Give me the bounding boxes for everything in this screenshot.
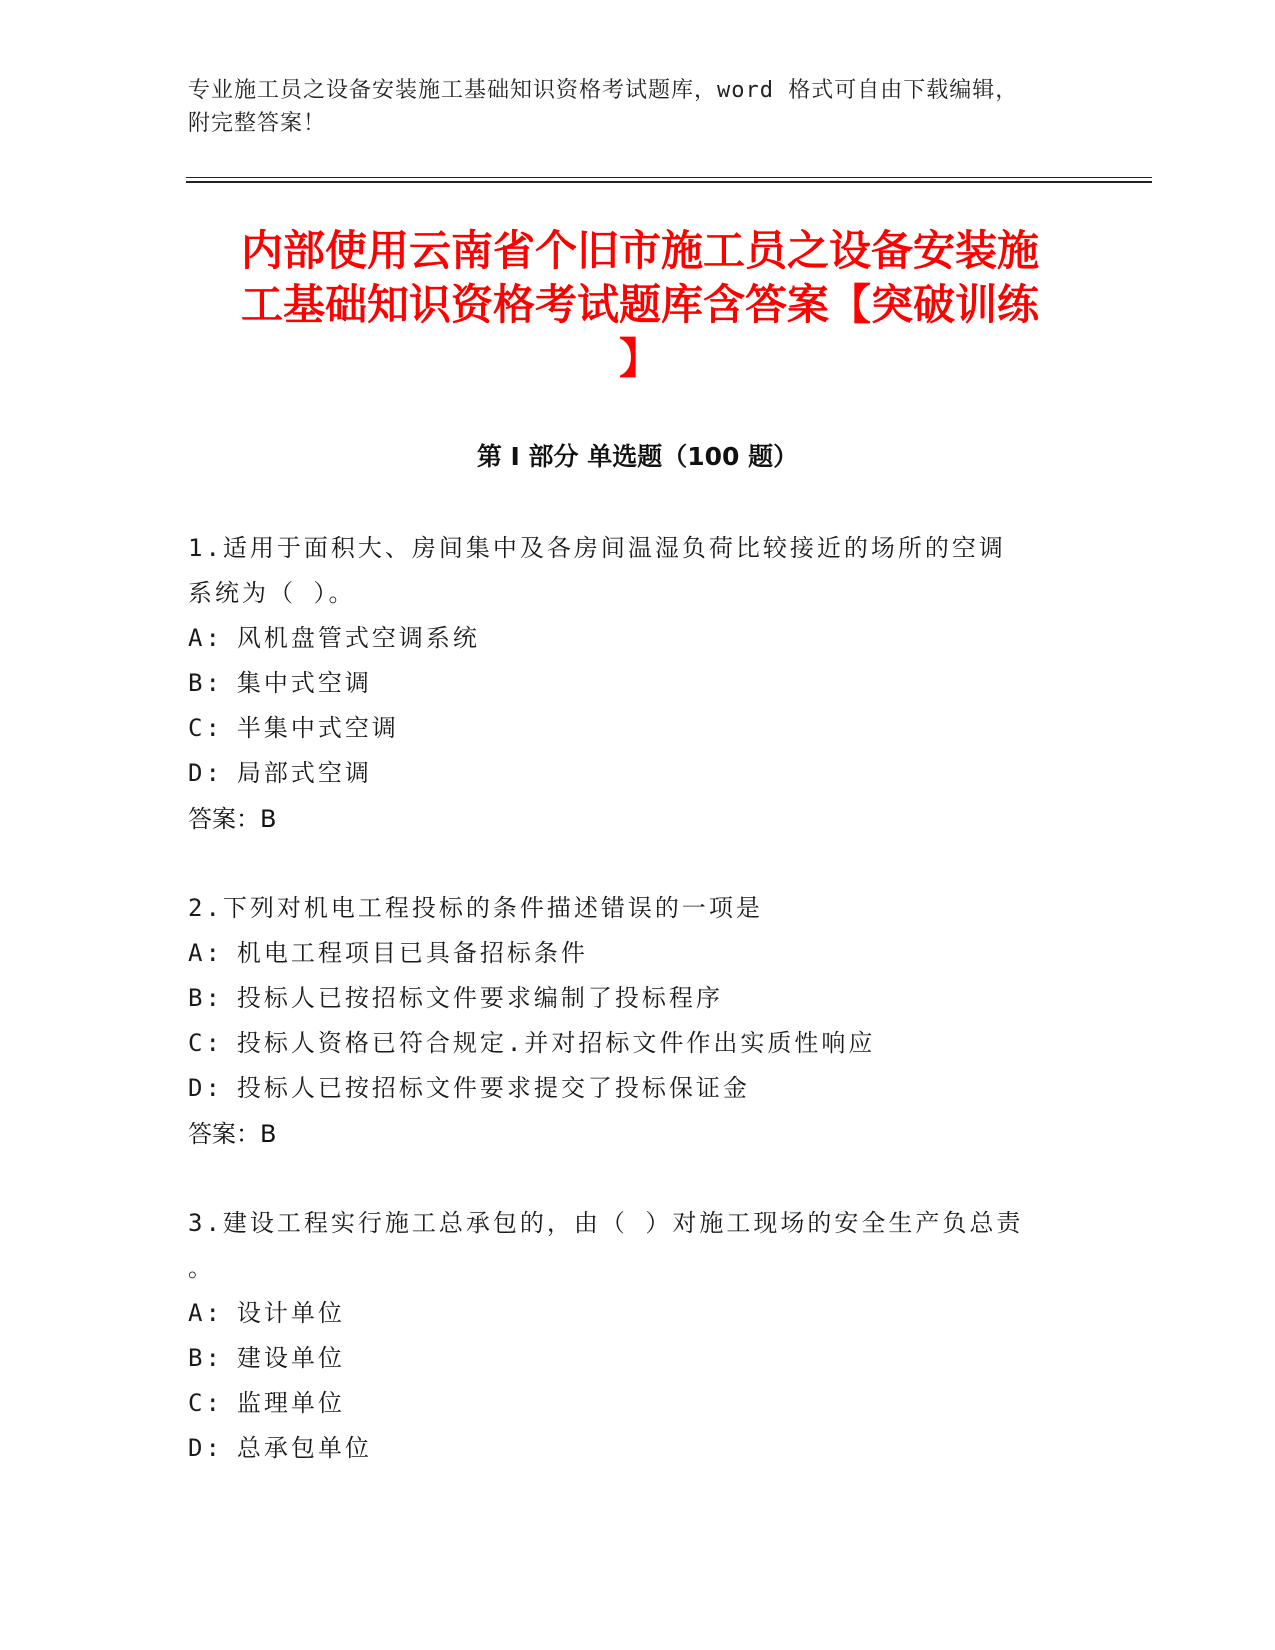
option-b: [188, 661, 1078, 706]
section-heading: 第 I 部分 单选题（100 题）: [476, 442, 799, 471]
option-letter: A:: [188, 1299, 223, 1327]
title-line: 工基础知识资格考试题库含答案【突破训练: [240, 280, 1039, 329]
question-stem: 系统为（ ）。: [188, 579, 356, 607]
option-text: 投标人已按招标文件要求编制了投标程序: [236, 984, 723, 1012]
question-3: [188, 1201, 1078, 1471]
option-text: 机电工程项目已具备招标条件: [236, 939, 588, 967]
option-letter: C:: [188, 1389, 223, 1417]
option-letter: D:: [188, 1074, 223, 1102]
option-text: 局部式空调: [236, 759, 372, 787]
question-stem: 1.适用于面积大、房间集中及各房间温湿负荷比较接近的场所的空调: [188, 534, 1006, 562]
question-2: [188, 886, 1078, 1157]
question-stem: 。: [188, 1254, 215, 1282]
question-list: [188, 526, 1078, 1515]
question-stem: 3.建设工程实行施工总承包的，由（ ）对施工现场的安全生产负总责: [188, 1209, 1024, 1237]
header-note-line: 附完整答案！: [188, 111, 327, 136]
option-text: 总承包单位: [236, 1434, 372, 1462]
answer-label: 答案：B: [188, 1120, 277, 1148]
title-line: 内部使用云南省个旧市施工员之设备安装施: [240, 226, 1039, 275]
option-a: [188, 616, 1078, 661]
question-stem: 2.下列对机电工程投标的条件描述错误的一项是: [188, 894, 763, 922]
option-letter: C:: [188, 1029, 223, 1057]
answer-label: 答案：B: [188, 805, 277, 833]
option-text: 建设单位: [236, 1344, 345, 1372]
option-letter: C:: [188, 714, 223, 742]
option-letter: D:: [188, 1434, 223, 1462]
option-c: [188, 1381, 1078, 1426]
option-text: 监理单位: [236, 1389, 345, 1417]
option-letter: B:: [188, 1344, 223, 1372]
document-title: [190, 224, 1090, 386]
option-a: [188, 931, 1078, 976]
option-text: 投标人资格已符合规定.并对招标文件作出实质性响应: [236, 1029, 876, 1057]
option-d: [188, 1426, 1078, 1471]
header-note: [188, 74, 1088, 140]
header-divider-thick: [186, 181, 1152, 183]
title-line: 】: [618, 334, 661, 383]
option-d: [188, 1066, 1078, 1111]
option-d: [188, 751, 1078, 796]
option-text: 风机盘管式空调系统: [236, 624, 480, 652]
option-text: 半集中式空调: [236, 714, 399, 742]
option-letter: B:: [188, 669, 223, 697]
option-letter: D:: [188, 759, 223, 787]
option-text: 设计单位: [236, 1299, 345, 1327]
option-a: [188, 1291, 1078, 1336]
option-b: [188, 1336, 1078, 1381]
header-divider: [186, 177, 1152, 178]
option-letter: A:: [188, 939, 223, 967]
option-letter: B:: [188, 984, 223, 1012]
option-text: 投标人已按招标文件要求提交了投标保证金: [236, 1074, 750, 1102]
option-c: [188, 706, 1078, 751]
header-note-line: 专业施工员之设备安装施工基础知识资格考试题库，word 格式可自由下载编辑，: [188, 78, 1019, 103]
option-c: [188, 1021, 1078, 1066]
option-b: [188, 976, 1078, 1021]
option-letter: A:: [188, 624, 223, 652]
option-text: 集中式空调: [236, 669, 372, 697]
question-1: [188, 526, 1078, 842]
